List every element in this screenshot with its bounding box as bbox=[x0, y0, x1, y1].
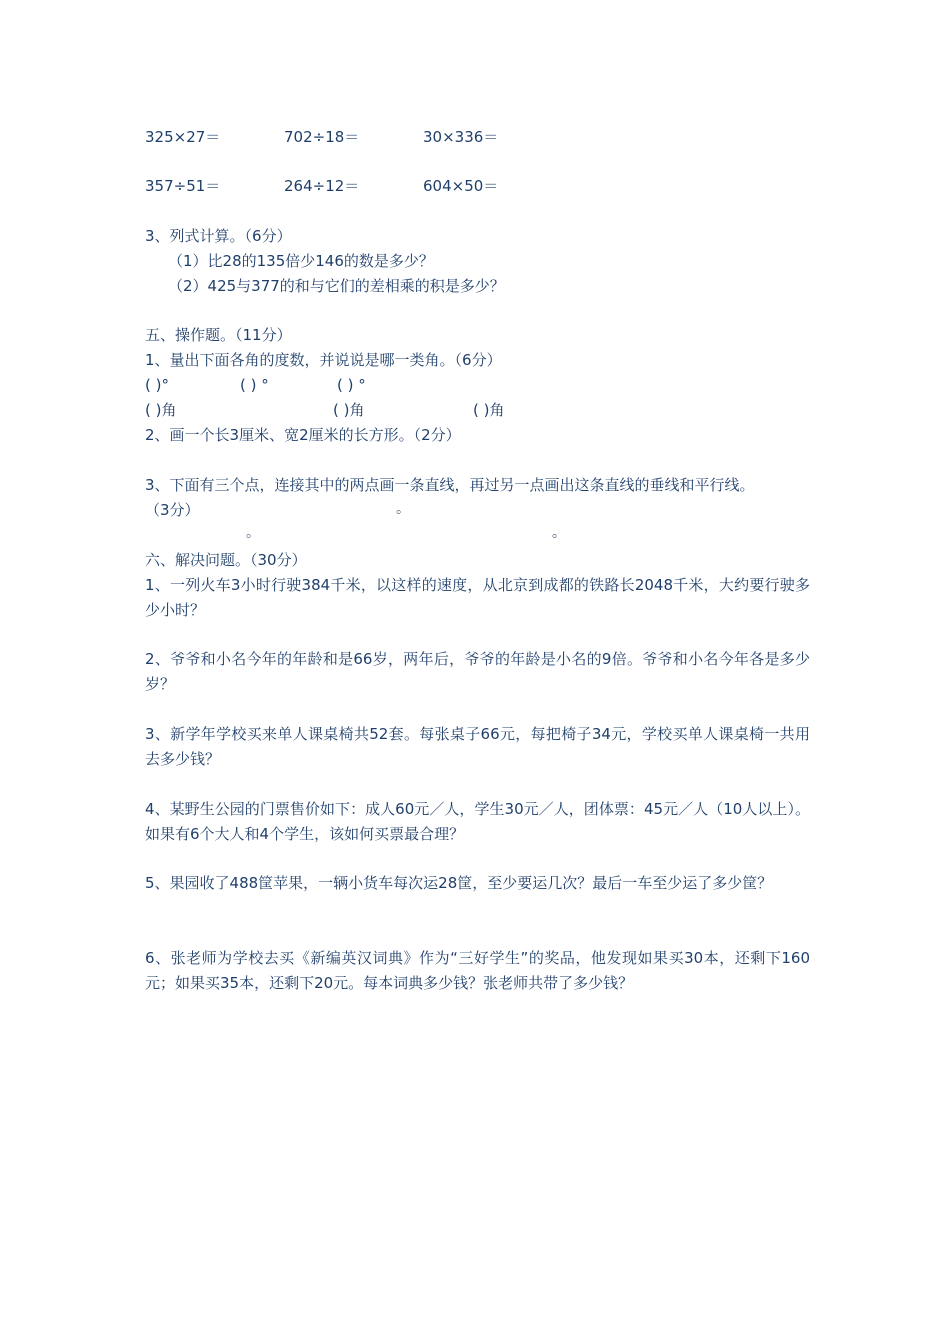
angle-type-blank: ( )角 bbox=[333, 401, 365, 419]
question-text: 3、下面有三个点，连接其中的两点画一条直线，再过另一点画出这条直线的垂线和平行线。 bbox=[145, 476, 755, 494]
word-problem: 6、张老师为学校去买《新编英汉词典》作为“三好学生”的奖品，他发现如果买30本，还剩下160元；如果买35本，还剩下20元。每本词典多少钱？张老师共带了多少钱？ bbox=[145, 949, 810, 992]
word-problem: 1、一列火车3小时行驶384千米，以这样的速度，从北京到成都的铁路长2048千米，大约要行驶多少小时？ bbox=[145, 576, 810, 619]
degree-blank: ( ) ° bbox=[240, 376, 269, 394]
calc-expression: 357÷51＝ bbox=[145, 177, 221, 195]
calc-expression: 30×336＝ bbox=[423, 128, 499, 146]
point-marker: 。 bbox=[552, 525, 566, 541]
word-problem: 4、某野生公园的门票售价如下：成人60元／人，学生30元／人，团体票：45元／人（10人以上）。如果有6个大人和4个学生，该如何买票最合理？ bbox=[145, 800, 810, 843]
question-text: 2、画一个长3厘米、宽2厘米的长方形。（2分） bbox=[145, 426, 461, 444]
calc-expression: 264÷12＝ bbox=[284, 177, 360, 195]
question-score: （3分） bbox=[145, 501, 200, 519]
angle-type-blank: ( )角 bbox=[145, 401, 177, 419]
word-problem: 3、新学年学校买来单人课桌椅共52套。每张桌子66元，每把椅子34元，学校买单人课桌椅一共用去多少钱？ bbox=[145, 725, 810, 768]
calc-expression: 604×50＝ bbox=[423, 177, 499, 195]
calc-expression: 325×27＝ bbox=[145, 128, 221, 146]
calc-expression: 702÷18＝ bbox=[284, 128, 360, 146]
angle-type-blank: ( )角 bbox=[473, 401, 505, 419]
degree-blank: ( )° bbox=[145, 376, 169, 394]
question-text: 1、量出下面各角的度数，并说说是哪一类角。（6分） bbox=[145, 351, 502, 369]
word-problem: 2、爷爷和小名今年的年龄和是66岁，两年后，爷爷的年龄是小名的9倍。爷爷和小名今年各是多少岁？ bbox=[145, 650, 810, 693]
sub-question: （1）比28的135倍少146的数是多少？ bbox=[168, 252, 434, 270]
section-title: 五、操作题。（11分） bbox=[145, 326, 292, 344]
question-heading: 3、列式计算。（6分） bbox=[145, 227, 292, 245]
degree-blank: ( ) ° bbox=[337, 376, 366, 394]
section-title: 六、解决问题。（30分） bbox=[145, 551, 307, 569]
point-marker: 。 bbox=[246, 525, 260, 541]
word-problem: 5、果园收了488筐苹果，一辆小货车每次运28筐，至少要运几次？最后一车至少运了多少筐？ bbox=[145, 874, 773, 892]
point-marker: 。 bbox=[396, 501, 410, 517]
sub-question: （2）425与377的和与它们的差相乘的积是多少？ bbox=[168, 277, 505, 295]
